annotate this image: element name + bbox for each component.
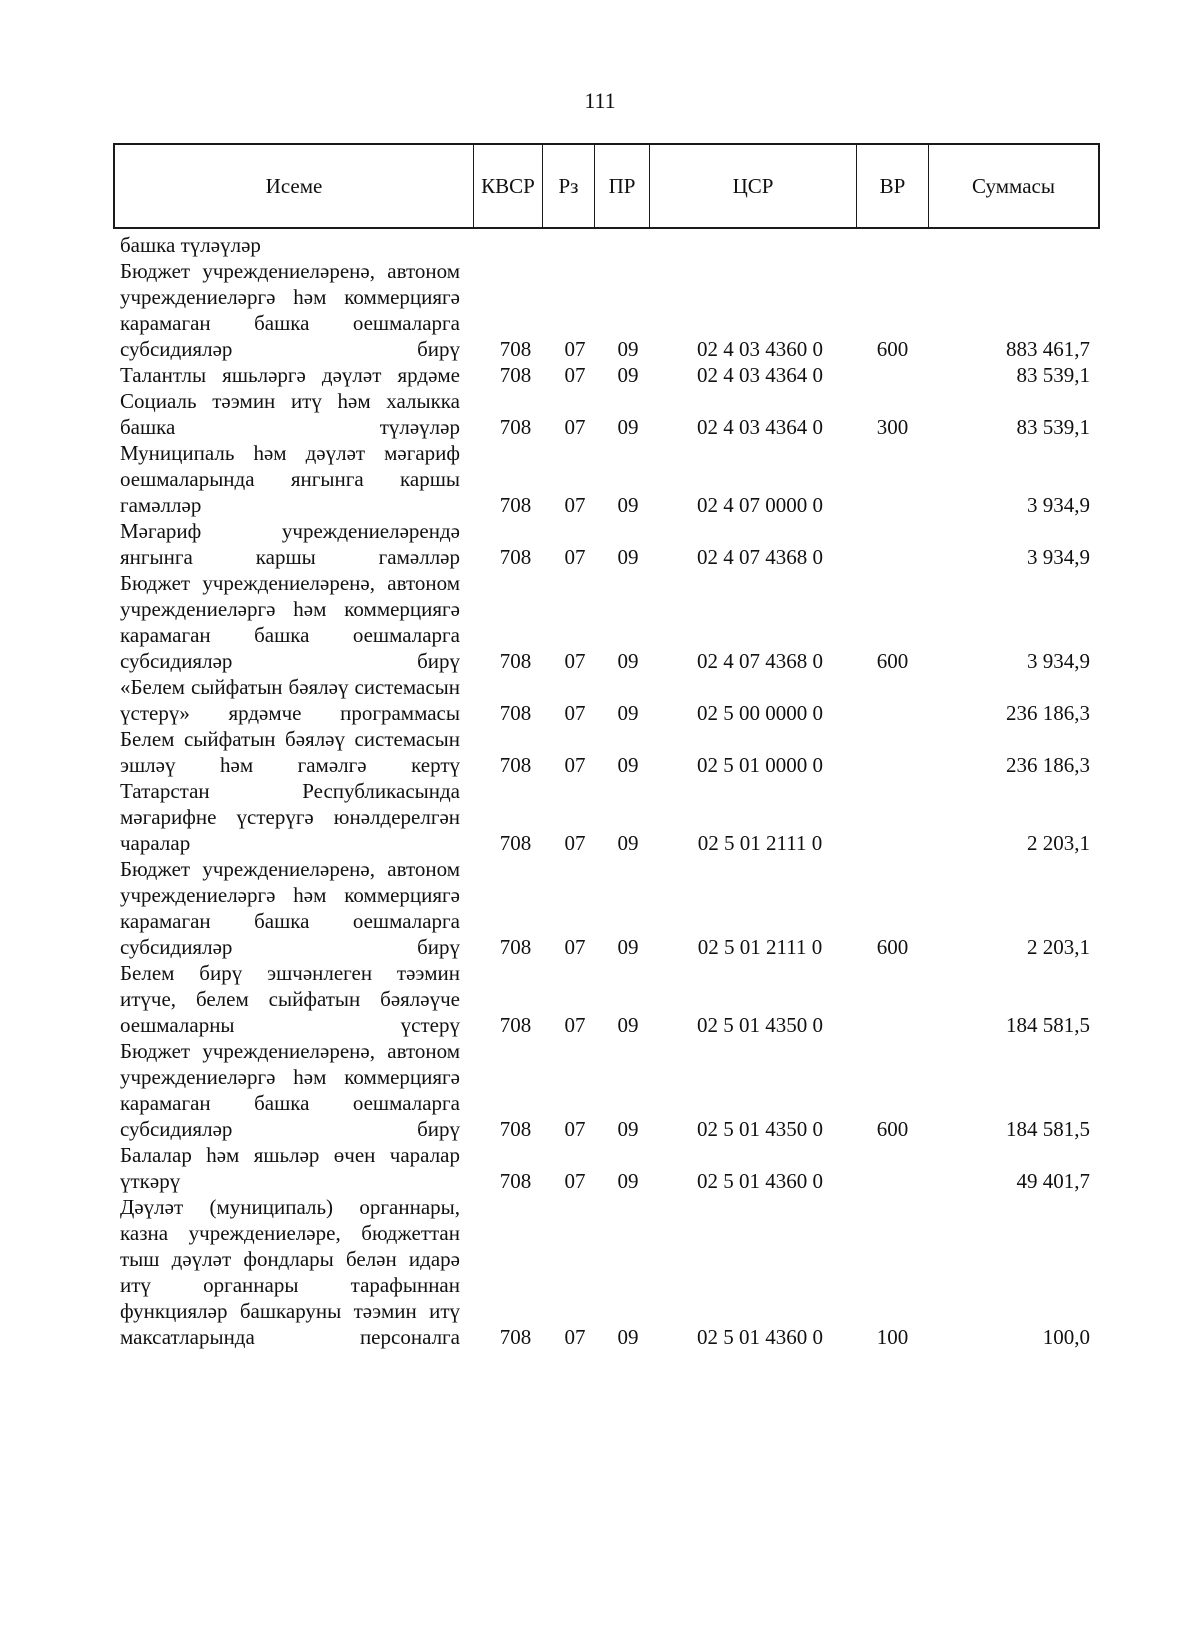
row-name: Дәүләт (муниципаль) органнары, казна учреждениеләре, бюджеттан тыш дәүләт фондлары белән идарә итү органнары тарафыннан функцияләр башкаруны тәэмин итү максатларында персоналга bbox=[120, 1195, 460, 1349]
row-rz: 07 bbox=[564, 1013, 586, 1037]
row-csr: 02 4 07 4368 0 bbox=[697, 545, 823, 569]
row-csr: 02 5 01 0000 0 bbox=[697, 753, 823, 777]
row-csr: 02 4 07 4368 0 bbox=[697, 649, 823, 673]
header-csr: ЦСР bbox=[650, 145, 857, 227]
row-name: Белем бирү эшчәнлеген тәэмин итүче, белем сыйфатын бәяләүче оешмаларны үстерү bbox=[120, 961, 460, 1037]
row-rz: 07 bbox=[564, 831, 586, 855]
header-rz: Рз bbox=[543, 145, 595, 227]
row-pr: 09 bbox=[617, 1117, 639, 1141]
row-csr: 02 4 07 0000 0 bbox=[697, 493, 823, 517]
row-csr: 02 4 03 4364 0 bbox=[697, 363, 823, 387]
row-pr: 09 bbox=[617, 1013, 639, 1037]
row-rz: 07 bbox=[564, 1325, 586, 1349]
row-name: башка түләүләр bbox=[120, 233, 261, 257]
row-sum: 236 186,3 bbox=[1006, 753, 1090, 777]
table-row bbox=[120, 1038, 1110, 1142]
row-kvsr: 708 bbox=[499, 935, 532, 959]
row-name: «Белем сыйфатын бәяләү системасын үстерү» ярдәмче программасы bbox=[120, 675, 460, 725]
table-body bbox=[120, 232, 1110, 1350]
table-row bbox=[120, 440, 1110, 518]
row-csr: 02 5 01 2111 0 bbox=[697, 831, 823, 855]
table-row bbox=[120, 258, 1110, 362]
row-rz: 07 bbox=[564, 493, 586, 517]
row-kvsr: 708 bbox=[499, 1117, 532, 1141]
row-name: Мәгариф учреждениеләрендә янгынга каршы гамәлләр bbox=[120, 519, 460, 569]
row-name: Балалар һәм яшьләр өчен чаралар үткәрү bbox=[120, 1143, 460, 1193]
row-kvsr: 708 bbox=[499, 753, 532, 777]
row-csr: 02 5 01 4360 0 bbox=[697, 1169, 823, 1193]
row-csr: 02 5 01 4350 0 bbox=[697, 1013, 823, 1037]
row-kvsr: 708 bbox=[499, 337, 532, 361]
row-name: Муниципаль һәм дәүләт мәгариф оешмаларында янгынга каршы гамәлләр bbox=[120, 441, 460, 517]
row-name: Бюджет учреждениеләренә, автоном учреждениеләргә һәм коммерциягә карамаган башка оешмаларга субсидияләр бирү bbox=[120, 571, 460, 673]
row-sum: 83 539,1 bbox=[1016, 363, 1090, 387]
header-kvsr: КВСР bbox=[474, 145, 543, 227]
row-vr: 600 bbox=[876, 935, 909, 959]
row-pr: 09 bbox=[617, 545, 639, 569]
row-sum: 3 934,9 bbox=[1027, 493, 1090, 517]
row-csr: 02 5 01 4350 0 bbox=[697, 1117, 823, 1141]
header-sum: Суммасы bbox=[972, 173, 1055, 198]
row-pr: 09 bbox=[617, 701, 639, 725]
row-kvsr: 708 bbox=[499, 545, 532, 569]
row-kvsr: 708 bbox=[499, 649, 532, 673]
row-sum: 2 203,1 bbox=[1027, 935, 1090, 959]
row-kvsr: 708 bbox=[499, 415, 532, 439]
row-csr: 02 4 03 4360 0 bbox=[697, 337, 823, 361]
row-rz: 07 bbox=[564, 1169, 586, 1193]
table-row bbox=[120, 1194, 1110, 1350]
row-csr: 02 5 01 2111 0 bbox=[697, 935, 823, 959]
row-pr: 09 bbox=[617, 831, 639, 855]
row-pr: 09 bbox=[617, 493, 639, 517]
table-row bbox=[120, 674, 1110, 726]
row-rz: 07 bbox=[564, 363, 586, 387]
row-csr: 02 5 00 0000 0 bbox=[697, 701, 823, 725]
row-sum: 184 581,5 bbox=[1006, 1117, 1090, 1141]
row-kvsr: 708 bbox=[499, 831, 532, 855]
row-csr: 02 4 03 4364 0 bbox=[697, 415, 823, 439]
row-vr: 300 bbox=[876, 415, 909, 439]
row-kvsr: 708 bbox=[499, 701, 532, 725]
row-rz: 07 bbox=[564, 337, 586, 361]
row-vr: 600 bbox=[876, 649, 909, 673]
row-kvsr: 708 bbox=[499, 1169, 532, 1193]
row-kvsr: 708 bbox=[499, 1013, 532, 1037]
table-header bbox=[113, 143, 1100, 229]
row-sum: 49 401,7 bbox=[1016, 1169, 1090, 1193]
row-kvsr: 708 bbox=[499, 493, 532, 517]
row-sum: 3 934,9 bbox=[1027, 545, 1090, 569]
row-name: Талантлы яшьләргә дәүләт ярдәме bbox=[120, 363, 460, 387]
row-rz: 07 bbox=[564, 649, 586, 673]
header-name: Исеме bbox=[115, 145, 474, 227]
row-kvsr: 708 bbox=[499, 1325, 532, 1349]
table-row bbox=[120, 362, 1110, 388]
header-vr: ВР bbox=[857, 145, 929, 227]
row-sum: 184 581,5 bbox=[1006, 1013, 1090, 1037]
table-row bbox=[120, 232, 1110, 258]
row-rz: 07 bbox=[564, 415, 586, 439]
row-sum: 83 539,1 bbox=[1016, 415, 1090, 439]
row-kvsr: 708 bbox=[499, 363, 532, 387]
table-row bbox=[120, 726, 1110, 778]
row-pr: 09 bbox=[617, 1169, 639, 1193]
row-rz: 07 bbox=[564, 545, 586, 569]
row-name: Бюджет учреждениеләренә, автоном учреждениеләргә һәм коммерциягә карамаган башка оешмаларга субсидияләр бирү bbox=[120, 1039, 460, 1141]
table-row bbox=[120, 960, 1110, 1038]
row-vr: 100 bbox=[876, 1325, 909, 1349]
row-pr: 09 bbox=[617, 935, 639, 959]
row-pr: 09 bbox=[617, 649, 639, 673]
row-pr: 09 bbox=[617, 363, 639, 387]
page-number: 111 bbox=[584, 88, 616, 113]
row-sum: 883 461,7 bbox=[1006, 337, 1090, 361]
row-name: Татарстан Республикасында мәгарифне үстерүгә юнәлдерелгән чаралар bbox=[120, 779, 460, 855]
row-rz: 07 bbox=[564, 701, 586, 725]
row-csr: 02 5 01 4360 0 bbox=[697, 1325, 823, 1349]
row-pr: 09 bbox=[617, 337, 639, 361]
row-name: Белем сыйфатын бәяләү системасын эшләү һәм гамәлгә кертү bbox=[120, 727, 460, 777]
row-sum: 236 186,3 bbox=[1006, 701, 1090, 725]
table-row bbox=[120, 570, 1110, 674]
row-pr: 09 bbox=[617, 415, 639, 439]
row-vr: 600 bbox=[876, 337, 909, 361]
row-name: Бюджет учреждениеләренә, автоном учреждениеләргә һәм коммерциягә карамаган башка оешмаларга субсидияләр бирү bbox=[120, 259, 460, 361]
row-sum: 3 934,9 bbox=[1027, 649, 1090, 673]
header-pr: ПР bbox=[595, 145, 650, 227]
row-rz: 07 bbox=[564, 935, 586, 959]
row-name: Бюджет учреждениеләренә, автоном учреждениеләргә һәм коммерциягә карамаган башка оешмаларга субсидияләр бирү bbox=[120, 857, 460, 959]
row-pr: 09 bbox=[617, 1325, 639, 1349]
table-row bbox=[120, 518, 1110, 570]
row-name: Социаль тәэмин итү һәм халыкка башка түләүләр bbox=[120, 389, 460, 439]
row-vr: 600 bbox=[876, 1117, 909, 1141]
table-row bbox=[120, 388, 1110, 440]
table-row bbox=[120, 1142, 1110, 1194]
row-rz: 07 bbox=[564, 753, 586, 777]
row-sum: 2 203,1 bbox=[1027, 831, 1090, 855]
row-sum: 100,0 bbox=[1042, 1325, 1090, 1349]
table-row bbox=[120, 856, 1110, 960]
table-row bbox=[120, 778, 1110, 856]
row-rz: 07 bbox=[564, 1117, 586, 1141]
row-pr: 09 bbox=[617, 753, 639, 777]
